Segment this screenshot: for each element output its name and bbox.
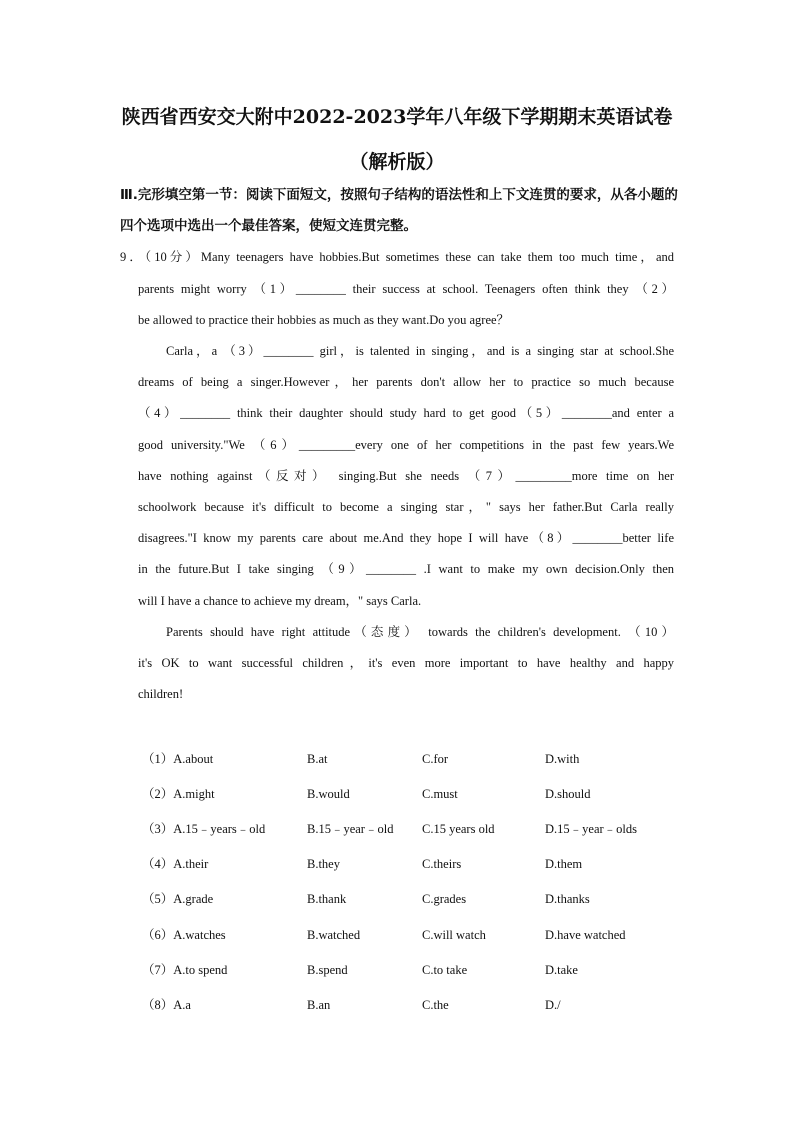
passage-line: schoolwork because it's difficult to become a singing star，" says her father.But Carla really bbox=[138, 500, 674, 514]
option-d[interactable]: D.15﹣year﹣olds bbox=[545, 822, 637, 836]
option-a[interactable]: （4）A.their bbox=[142, 857, 209, 871]
option-b[interactable]: B.spend bbox=[307, 963, 348, 977]
option-d[interactable]: D.them bbox=[545, 857, 583, 871]
option-row bbox=[142, 749, 682, 769]
option-a[interactable]: （5）A.grade bbox=[142, 892, 214, 906]
passage-line: Parents should have right attitude（态度） towards the children's development. （10） bbox=[166, 625, 674, 639]
option-a[interactable]: （1）A.about bbox=[142, 752, 214, 766]
option-d[interactable]: D.should bbox=[545, 787, 591, 801]
option-c[interactable]: C.must bbox=[422, 787, 458, 801]
option-row bbox=[142, 960, 682, 980]
passage-line: be allowed to practice their hobbies as much as they want.Do you agree？ bbox=[138, 313, 510, 327]
option-a[interactable]: （3）A.15﹣years﹣old bbox=[142, 822, 266, 836]
option-d[interactable]: D.take bbox=[545, 963, 578, 977]
option-c[interactable]: C.the bbox=[422, 998, 449, 1012]
passage-line: parents might worry （1）________ their success at school. Teenagers often think they （2） bbox=[138, 282, 674, 296]
option-row bbox=[142, 995, 682, 1015]
document-title: 陕西省西安交大附中2022-2023学年八年级下学期期末英语试卷 bbox=[121, 106, 673, 128]
option-c[interactable]: C.15 years old bbox=[422, 822, 495, 836]
document-subtitle: （解析版） bbox=[349, 151, 445, 173]
option-c[interactable]: C.theirs bbox=[422, 857, 462, 871]
option-d[interactable]: D.have watched bbox=[545, 928, 626, 942]
option-row bbox=[142, 784, 682, 804]
passage-line: will I have a chance to achieve my dream，" says Carla. bbox=[138, 594, 422, 608]
passage-line: in the future.But I take singing （9）________ .I want to make my own decision.Only then bbox=[138, 562, 674, 576]
option-row bbox=[142, 854, 682, 874]
passage-line: disagrees."I know my parents care about me.And they hope I will have（8）________better life bbox=[138, 531, 674, 545]
passage-line: good university."We （6）_________every one of her competitions in the past few years.We bbox=[138, 438, 674, 452]
passage-line: （4）________ think their daughter should study hard to get good（5）________and enter a bbox=[138, 406, 674, 420]
passage-line: dreams of being a singer.However，her parents don't allow her to practice so much because bbox=[138, 375, 674, 389]
option-a[interactable]: （7）A.to spend bbox=[142, 963, 228, 977]
passage-line: it's OK to want successful children，it's even more important to have healthy and happy bbox=[138, 656, 674, 670]
option-b[interactable]: B.at bbox=[307, 752, 328, 766]
option-b[interactable]: B.15﹣year﹣old bbox=[307, 822, 394, 836]
option-b[interactable]: B.an bbox=[307, 998, 331, 1012]
option-d[interactable]: D.thanks bbox=[545, 892, 590, 906]
section-heading: Ⅲ.完形填空第一节：阅读下面短文，按照句子结构的语法性和上下文连贯的要求，从各小题的四个选项中选出一个最佳答案，使短文连贯完整。 bbox=[120, 187, 678, 234]
option-c[interactable]: C.to take bbox=[422, 963, 468, 977]
option-d[interactable]: D.with bbox=[545, 752, 580, 766]
passage-line: have nothing against（反对） singing.But she needs （7）_________more time on her bbox=[138, 469, 674, 483]
option-row bbox=[142, 819, 682, 839]
option-c[interactable]: C.for bbox=[422, 752, 449, 766]
option-b[interactable]: B.they bbox=[307, 857, 340, 871]
option-a[interactable]: （6）A.watches bbox=[142, 928, 226, 942]
passage-line: Carla，a （3）________ girl，is talented in singing，and is a singing star at school.She bbox=[166, 344, 674, 358]
option-b[interactable]: B.thank bbox=[307, 892, 347, 906]
option-row bbox=[142, 925, 682, 945]
option-b[interactable]: B.watched bbox=[307, 928, 361, 942]
option-b[interactable]: B.would bbox=[307, 787, 350, 801]
option-c[interactable]: C.grades bbox=[422, 892, 467, 906]
option-d[interactable]: D./ bbox=[545, 998, 561, 1012]
option-a[interactable]: （2）A.might bbox=[142, 787, 215, 801]
option-row bbox=[142, 889, 682, 909]
passage-line: 9．（10分）Many teenagers have hobbies.But sometimes these can take them too much time，and bbox=[120, 250, 674, 264]
option-a[interactable]: （8）A.a bbox=[142, 998, 191, 1012]
passage-line: children! bbox=[138, 687, 184, 701]
option-c[interactable]: C.will watch bbox=[422, 928, 486, 942]
